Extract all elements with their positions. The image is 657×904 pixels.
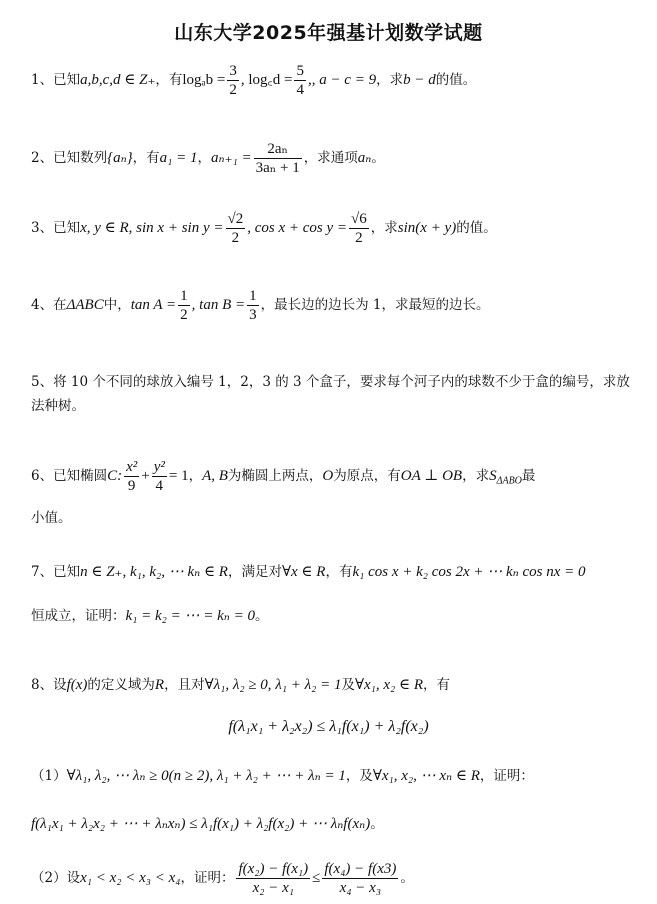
- question-number: 7、: [31, 564, 54, 580]
- text: ，: [197, 150, 212, 166]
- numerator: 2aₙ: [254, 140, 302, 159]
- math: f(x): [66, 677, 88, 693]
- numerator: √6: [351, 211, 367, 227]
- denominator: 3: [249, 307, 257, 323]
- math: , log꜀d =: [240, 72, 293, 88]
- text: 的值。: [456, 220, 497, 236]
- question-8: [31, 673, 631, 697]
- math: f(λ₁x₁ + λ₂x₂ + ⋯ + λₙxₙ) ≤ λ₁f(x₁) + λ₂f(x₂) + ⋯ λₙf(xₙ): [31, 816, 371, 832]
- fraction: [236, 860, 310, 897]
- question-number: 5、: [31, 374, 54, 390]
- math: ,, a − c = 9: [307, 72, 377, 88]
- text: ，且对: [164, 677, 205, 693]
- math: A, B: [202, 468, 228, 484]
- text: 在: [53, 297, 67, 313]
- fraction: [178, 287, 190, 324]
- numerator: y²: [153, 459, 165, 475]
- text: ，证明：: [180, 870, 235, 886]
- numerator: 3: [229, 63, 237, 79]
- math: logₐb =: [182, 72, 226, 88]
- denominator: 3aₙ + 1: [255, 160, 300, 176]
- math: ≤: [312, 870, 321, 886]
- math: S: [489, 468, 497, 484]
- denominator: 2: [231, 230, 240, 246]
- math: ∀x₁, x₂ ∈ R: [354, 677, 424, 693]
- denominator: x₂ − x₁: [252, 880, 294, 896]
- math: ∀x ∈ R: [281, 564, 326, 580]
- text: 。: [370, 816, 384, 832]
- question-number: 3、: [31, 220, 54, 236]
- question-1: [31, 62, 631, 99]
- numerator: 1: [180, 288, 188, 304]
- fraction: [247, 287, 259, 324]
- denominator: x₄ − x₃: [339, 880, 382, 896]
- math: k₁ cos x + k₂ cos 2x + ⋯ kₙ cos nx = 0: [352, 564, 586, 580]
- numerator: x²: [126, 459, 138, 475]
- question-3: [31, 210, 631, 247]
- text: 已知: [53, 564, 81, 580]
- question-number: 2、: [31, 150, 54, 166]
- numerator: 5: [296, 63, 304, 79]
- math: , cos x + cos y =: [247, 220, 348, 236]
- question-4: [31, 287, 631, 324]
- math: ∀λ₁, λ₂ ≥ 0, λ₁ + λ₂ = 1: [204, 677, 342, 693]
- fraction: [226, 210, 246, 247]
- math: sin(x + y): [397, 220, 457, 236]
- math: ∀x₁, x₂, ⋯ xₙ ∈ R: [372, 768, 480, 784]
- question-5: [31, 370, 631, 418]
- text: 。: [400, 870, 414, 886]
- fraction: [322, 860, 398, 897]
- question-6: [31, 458, 631, 495]
- part-number: （2）设: [31, 870, 81, 886]
- math: OA ⊥ OB: [400, 468, 463, 484]
- text: ，有: [132, 150, 160, 166]
- math: b − d: [403, 72, 436, 88]
- math: n ∈ Z₊, k₁, k₂, ⋯ kₙ ∈ R: [80, 564, 228, 580]
- text: ，: [188, 468, 203, 484]
- question-number: 6、: [31, 468, 54, 484]
- text: 。: [254, 608, 269, 624]
- question-8-part-1-inequality: [31, 812, 631, 836]
- question-8-part-2: [31, 860, 631, 897]
- text: 及: [341, 677, 355, 693]
- math: , tan B =: [191, 297, 246, 313]
- math: k₁ = k₂ = ⋯ = kₙ = 0: [125, 608, 255, 624]
- text: ，求: [376, 72, 404, 88]
- text: ，满足对: [227, 564, 282, 580]
- numerator: f(x₄) − f(x3): [324, 861, 397, 877]
- text: ，求: [462, 468, 490, 484]
- fraction: [254, 140, 302, 177]
- text: ，证明：: [479, 768, 534, 784]
- question-7: [31, 560, 631, 584]
- text: ，最长边的边长为 1，求最短的边长。: [260, 297, 490, 313]
- math: a,b,c,d ∈ Z₊: [80, 72, 156, 88]
- text: 小值。: [31, 510, 72, 526]
- denominator: 2: [180, 307, 188, 323]
- math: x, y ∈ R, sin x + sin y =: [80, 220, 224, 236]
- math: aₙ: [357, 150, 372, 166]
- text: 为椭圆上两点，: [227, 468, 323, 484]
- text: 已知数列: [53, 150, 108, 166]
- text: 已知椭圆: [53, 468, 108, 484]
- numerator: f(x₂) − f(x₁): [238, 861, 309, 877]
- denominator: 4: [155, 478, 164, 494]
- math: tan A =: [130, 297, 177, 313]
- text: 设: [53, 677, 67, 693]
- text: ，及: [345, 768, 373, 784]
- denominator: 2: [355, 230, 363, 246]
- question-number: 1、: [31, 72, 54, 88]
- text: 将 10 个不同的球放入编号 1，2，3 的 3 个盒子，要求每个河子内的球数不少于盒的编号，求放法种树。: [31, 374, 630, 414]
- question-number: 4、: [31, 297, 54, 313]
- math: {aₙ}: [107, 150, 133, 166]
- fraction: [227, 62, 239, 99]
- text: ，求: [370, 220, 398, 236]
- question-7-continued: [31, 604, 631, 628]
- fraction: [349, 210, 369, 247]
- part-number: （1）: [31, 768, 67, 784]
- denominator: 4: [296, 82, 304, 98]
- text: 为原点，有: [333, 468, 401, 484]
- denominator: 2: [229, 82, 237, 98]
- math: O: [322, 468, 334, 484]
- question-number: 8、: [31, 677, 54, 693]
- convexity-inequality: f(λ₁x₁ + λ₂x₂) ≤ λ₁f(x₁) + λ₂f(x₂): [228, 718, 429, 735]
- fraction: [294, 62, 306, 99]
- text: ，有: [423, 677, 451, 693]
- numerator: √2: [227, 211, 244, 227]
- text: 中，: [103, 297, 131, 313]
- text: 恒成立，证明：: [31, 608, 126, 624]
- math: = 1: [168, 468, 189, 484]
- fraction: [124, 458, 139, 495]
- fraction: [152, 458, 167, 495]
- page-title: 山东大学2025年强基计划数学试题: [174, 22, 483, 44]
- question-2: [31, 140, 631, 177]
- math: ΔABO: [496, 475, 522, 487]
- math: R: [154, 677, 165, 693]
- math: a₁ = 1: [159, 150, 198, 166]
- numerator: 1: [249, 288, 257, 304]
- math: x₁ < x₂ < x₃ < x₄: [80, 870, 181, 886]
- math: C:: [107, 468, 123, 484]
- text: 已知: [53, 72, 81, 88]
- question-6-continued: [31, 506, 631, 530]
- text: 已知: [53, 220, 81, 236]
- math: +: [141, 468, 150, 484]
- text: 。: [371, 150, 385, 166]
- math: ∀λ₁, λ₂, ⋯ λₙ ≥ 0(n ≥ 2), λ₁ + λ₂ + ⋯ + λₙ = 1: [66, 768, 346, 784]
- text: ，有: [325, 564, 353, 580]
- question-8-part-1: [31, 764, 631, 788]
- math: ΔABC: [66, 297, 104, 313]
- math: aₙ₊₁ =: [211, 150, 252, 166]
- denominator: 9: [127, 478, 136, 494]
- text: 最: [521, 468, 536, 484]
- text: ，有: [155, 72, 183, 88]
- text: 的值。: [435, 72, 477, 88]
- text: ，求通项: [303, 150, 358, 166]
- text: 的定义域为: [87, 677, 155, 693]
